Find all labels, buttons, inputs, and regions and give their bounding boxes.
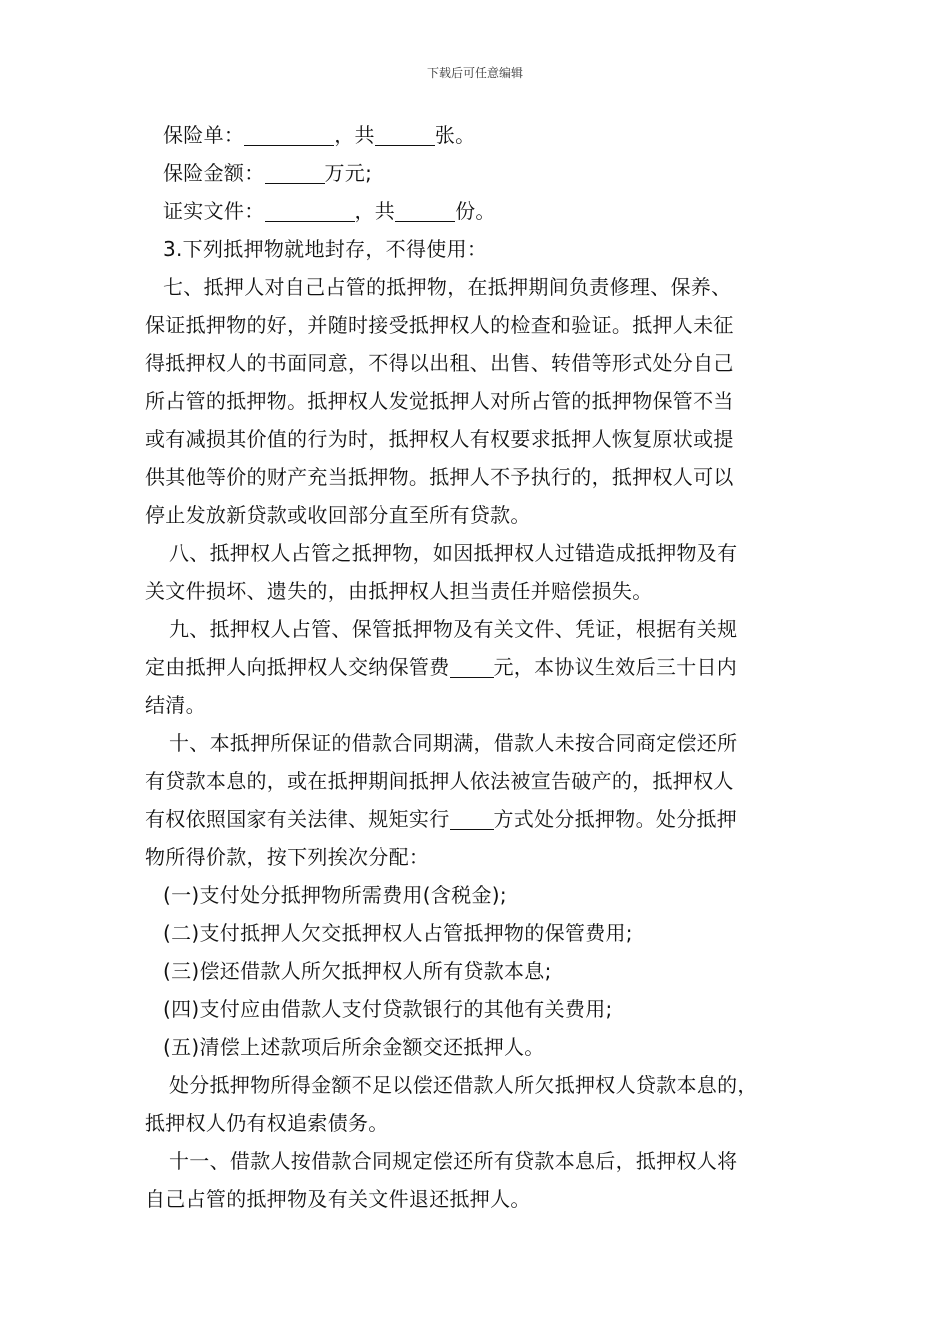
insurance-policy-end: 张。 [434,123,476,147]
certificates-line [145,192,815,230]
insurance-amount-line [145,154,815,192]
clause-7-line: 或有减损其价值的行为时，抵押权人有权要求抵押人恢复原状或提 [145,427,734,451]
clause-8-line: 关文件损坏、遗失的，由抵押权人担当责任并赔偿损失。 [145,579,653,603]
storage-fee-blank [450,655,494,678]
distribution-item: (五)清偿上述款项后所余金额交还抵押人。 [163,1035,545,1059]
clause-7-line: 停止发放新贷款或收回部分直至所有贷款。 [145,503,531,527]
insurance-amount-blank [265,161,325,184]
shortfall-line: 处分抵押物所得金额不足以偿还借款人所欠抵押权人贷款本息的， [169,1073,758,1097]
clause-9-line: 结清。 [145,693,206,717]
insurance-policy-blank [244,123,334,146]
clause-10-line: 十、本抵押所保证的借款合同期满，借款人未按合同商定偿还所 [169,731,738,755]
insurance-policy-label: 保险单： [163,123,245,147]
clause-7-line: 供其他等价的财产充当抵押物。抵押人不予执行的，抵押权人可以 [145,465,734,489]
distribution-item: (三)偿还借款人所欠抵押权人所有贷款本息; [163,959,552,983]
clause-10-method-after: 方式处分抵押物。处分抵押 [493,807,738,831]
insurance-policy-line [145,116,815,154]
clause-10-line: 有贷款本息的，或在抵押期间抵押人依法被宣告破产的，抵押权人 [145,769,734,793]
clause-7-line: 保证抵押物的好，并随时接受抵押权人的检查和验证。抵押人未征 [145,313,734,337]
clause-9-fee-line [145,648,815,686]
clause-9-line: 九、抵押权人占管、保管抵押物及有关文件、凭证，根据有关规 [169,617,738,641]
clause-7-line: 所占管的抵押物。抵押权人发觉抵押人对所占管的抵押物保管不当 [145,389,734,413]
item-3: 3.下列抵押物就地封存，不得使用： [163,237,488,261]
certificates-blank [265,199,355,222]
clause-9-fee-before: 定由抵押人向抵押权人交纳保管费 [145,655,450,679]
certificates-end: 份。 [455,199,496,223]
document-body [145,116,815,1218]
clause-10-method-line [145,800,815,838]
distribution-item: (一)支付处分抵押物所需费用(含税金); [163,883,507,907]
clause-10-method-before: 有权依照国家有关法律、规矩实行 [145,807,450,831]
certificates-mid: ，共 [354,199,396,223]
clause-7-line: 七、抵押人对自己占管的抵押物，在抵押期间负责修理、保养、 [163,275,732,299]
page-header-note: 下载后可任意编辑 [426,66,523,80]
insurance-policy-mid: ，共 [334,123,375,147]
insurance-amount-label: 保险金额： [163,161,265,185]
clause-10-line: 物所得价款，按下列挨次分配： [145,845,430,869]
insurance-policy-count-blank [375,123,435,146]
certificates-label: 证实文件： [163,199,265,223]
clause-7-line: 得抵押权人的书面同意，不得以出租、出售、转借等形式处分自己 [145,351,734,375]
distribution-item: (二)支付抵押人欠交抵押权人占管抵押物的保管费用; [163,921,633,945]
clause-9-fee-after: 元，本协议生效后三十日内 [493,655,738,679]
certificates-count-blank [395,199,455,222]
disposal-method-blank [450,807,494,830]
clause-11-line: 自己占管的抵押物及有关文件退还抵押人。 [145,1187,531,1211]
clause-11-line: 十一、借款人按借款合同规定偿还所有贷款本息后，抵押权人将 [169,1149,738,1173]
insurance-amount-end: 万元; [324,161,373,185]
clause-8-line: 八、抵押权人占管之抵押物，如因抵押权人过错造成抵押物及有 [169,541,738,565]
shortfall-line: 抵押权人仍有权追索债务。 [145,1111,389,1135]
distribution-item: (四)支付应由借款人支付贷款银行的其他有关费用; [163,997,613,1021]
